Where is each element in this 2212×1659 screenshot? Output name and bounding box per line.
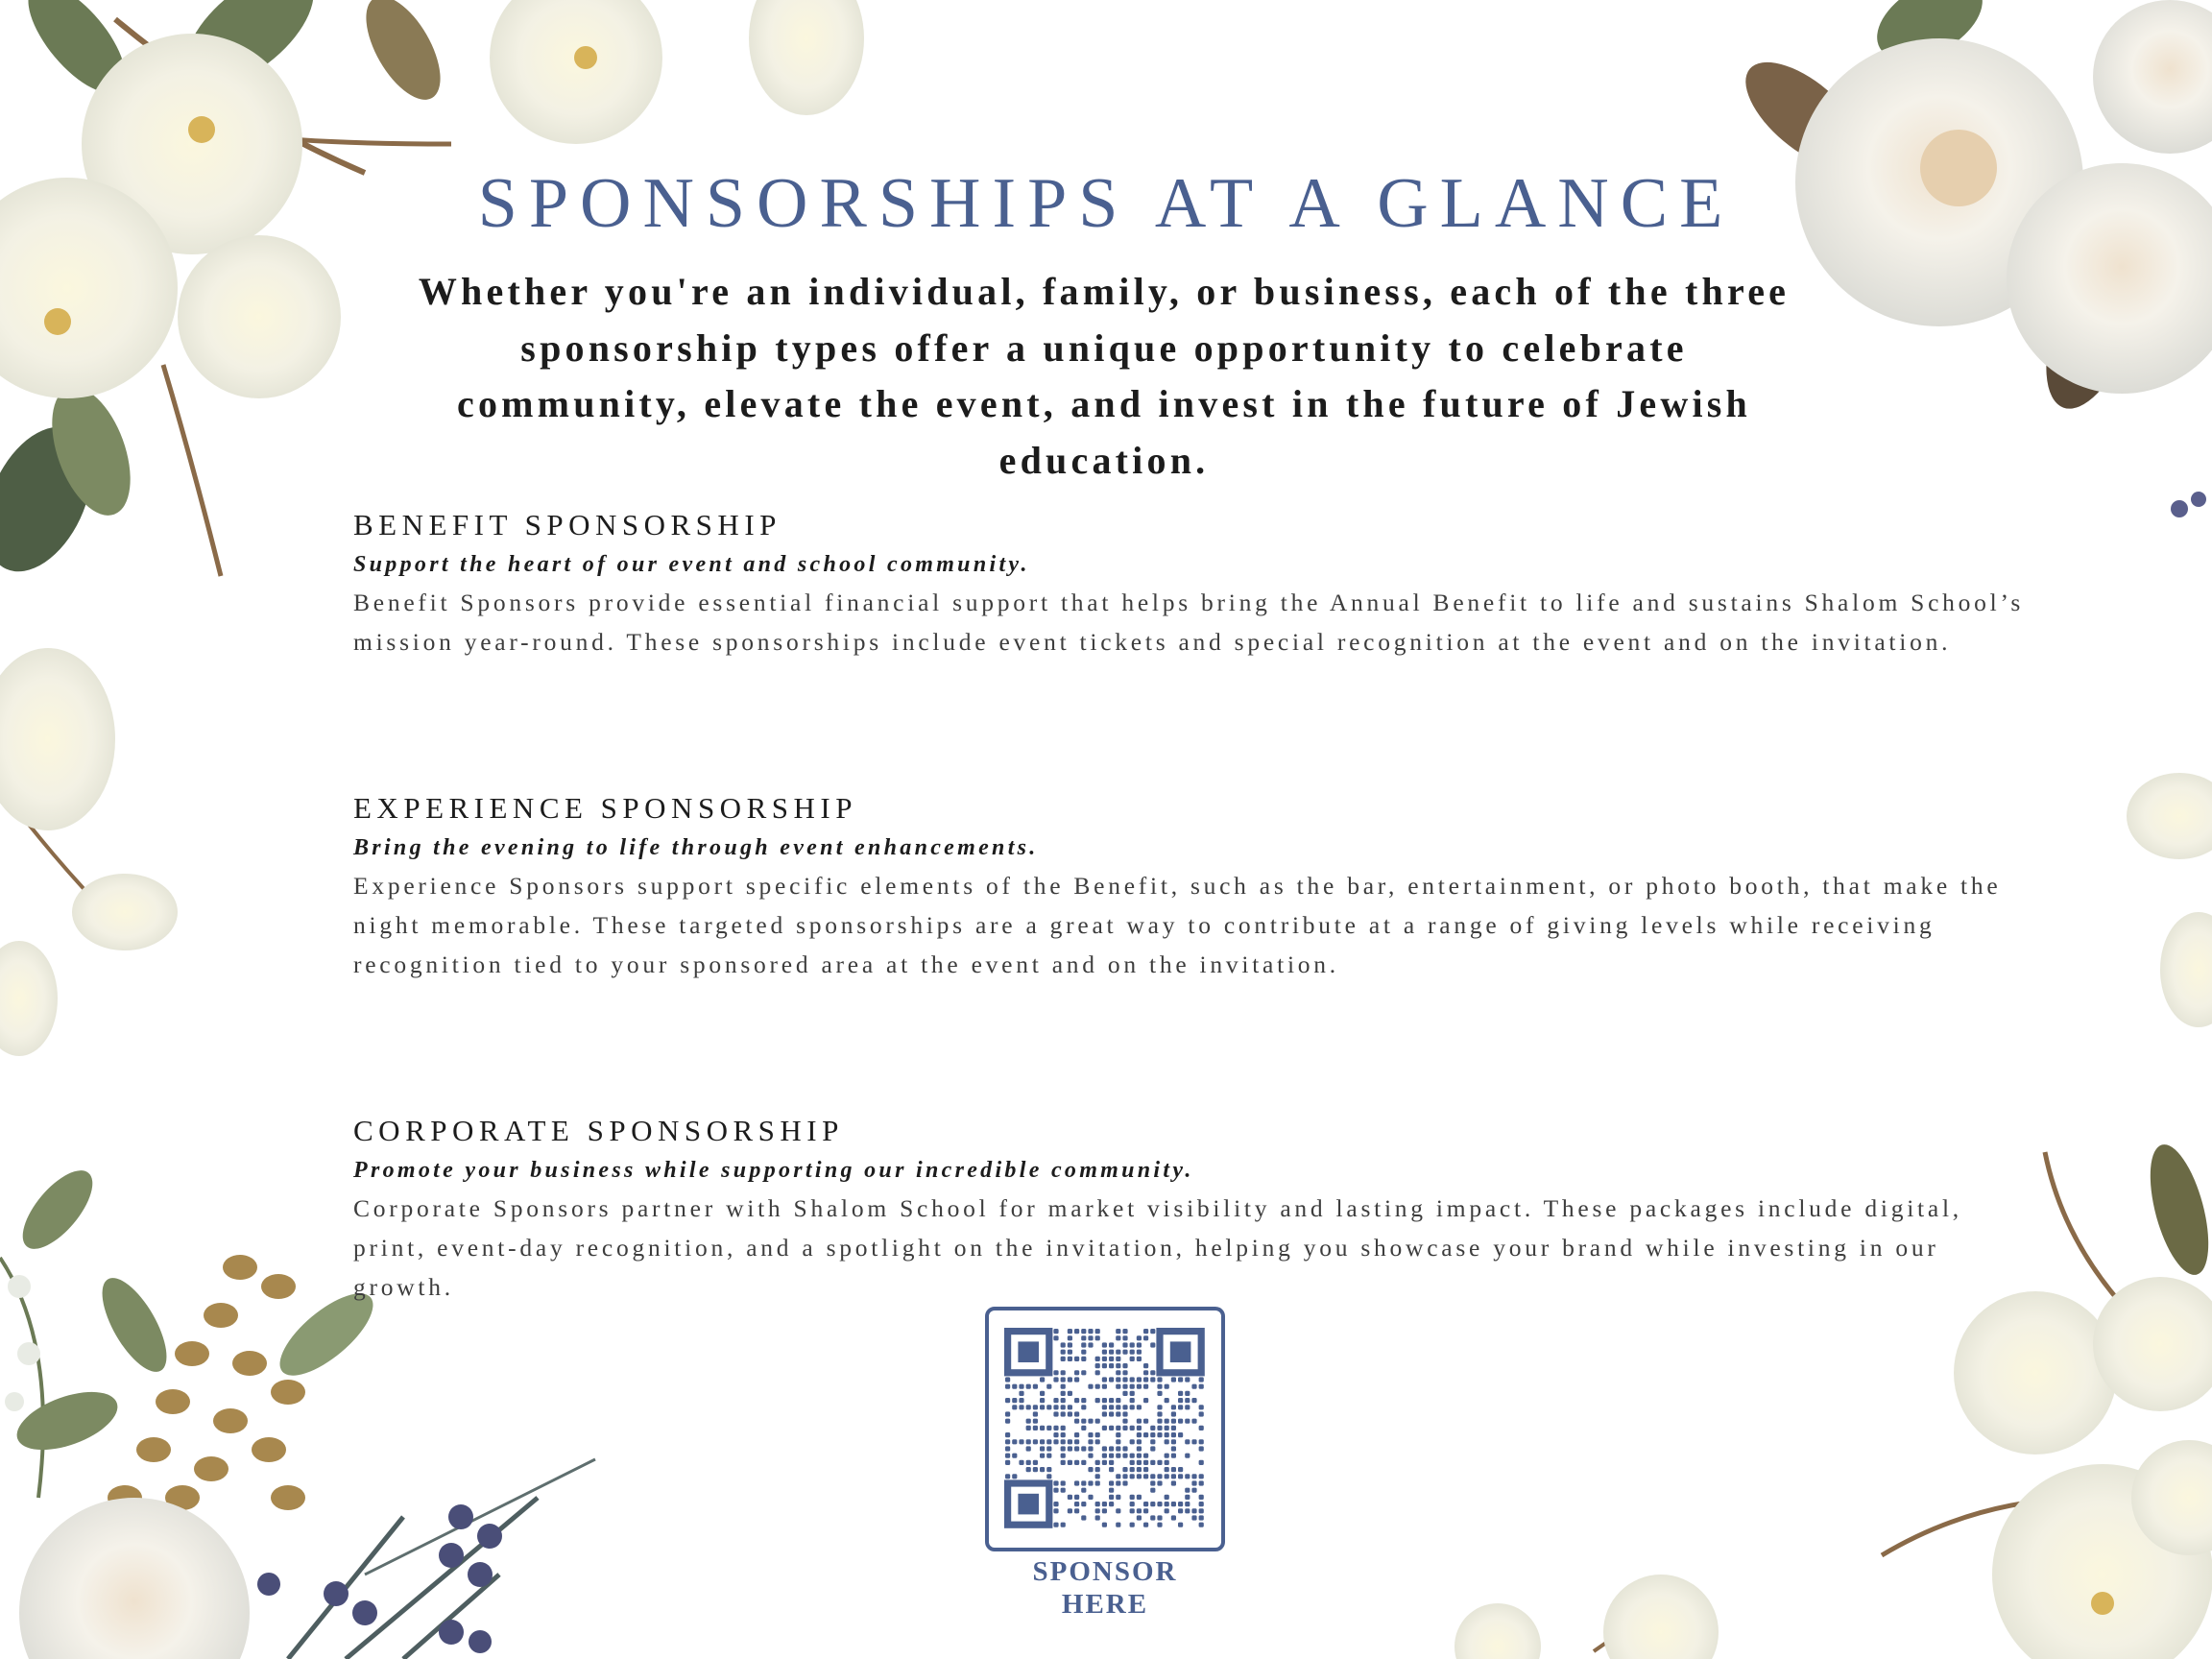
qr-code-icon [989, 1310, 1221, 1548]
right-mid-florals [2127, 773, 2212, 1027]
page-title: SPONSORSHIPS AT A GLANCE [477, 164, 1735, 243]
qr-caption[interactable]: SPONSOR HERE [1032, 1556, 1178, 1620]
left-mid-florals [0, 648, 178, 1056]
section-tagline: Bring the evening to life through event enhancements. [353, 835, 1039, 860]
section-title: CORPORATE SPONSORSHIP [353, 1114, 844, 1147]
top-right-florals [1728, 0, 2212, 517]
experience-sponsorship-section [353, 789, 2043, 984]
section-body: Experience Sponsors support specific elements of the Benefit, such as the bar, entertainment, or photo booth, that make the night memorable. These targeted sponsorships are a great way to contribute at a range of giving levels while receiving recognition tied to your sponsored area at the event and on the invitation. [353, 872, 2002, 978]
section-title: EXPERIENCE SPONSORSHIP [353, 791, 857, 825]
sponsor-qr-code[interactable] [985, 1307, 1225, 1551]
corporate-sponsorship-section [353, 1112, 2043, 1307]
section-tagline: Support the heart of our event and school community. [353, 552, 1030, 577]
intro-paragraph: Whether you're an individual, family, or business, each of the three sponsorship types offer a unique opportunity to celebrate community, elevate the event, and invest in the future of Jewish education. [418, 270, 1791, 482]
benefit-sponsorship-section [353, 506, 2043, 661]
section-body: Corporate Sponsors partner with Shalom School for market visibility and lasting impact. These packages include digital, print, event-day recognition, and a spotlight on the invitation, helping you showcase your brand while investing in our growth. [353, 1194, 1962, 1301]
section-body: Benefit Sponsors provide essential financial support that helps bring the Annual Benefit to life and sustains Shalom School’s mission year-round. These sponsorships include event tickets and special recognition at the event and on the invitation. [353, 589, 2025, 656]
section-title: BENEFIT SPONSORSHIP [353, 508, 781, 541]
section-tagline: Promote your business while supporting our incredible community. [353, 1158, 1194, 1183]
